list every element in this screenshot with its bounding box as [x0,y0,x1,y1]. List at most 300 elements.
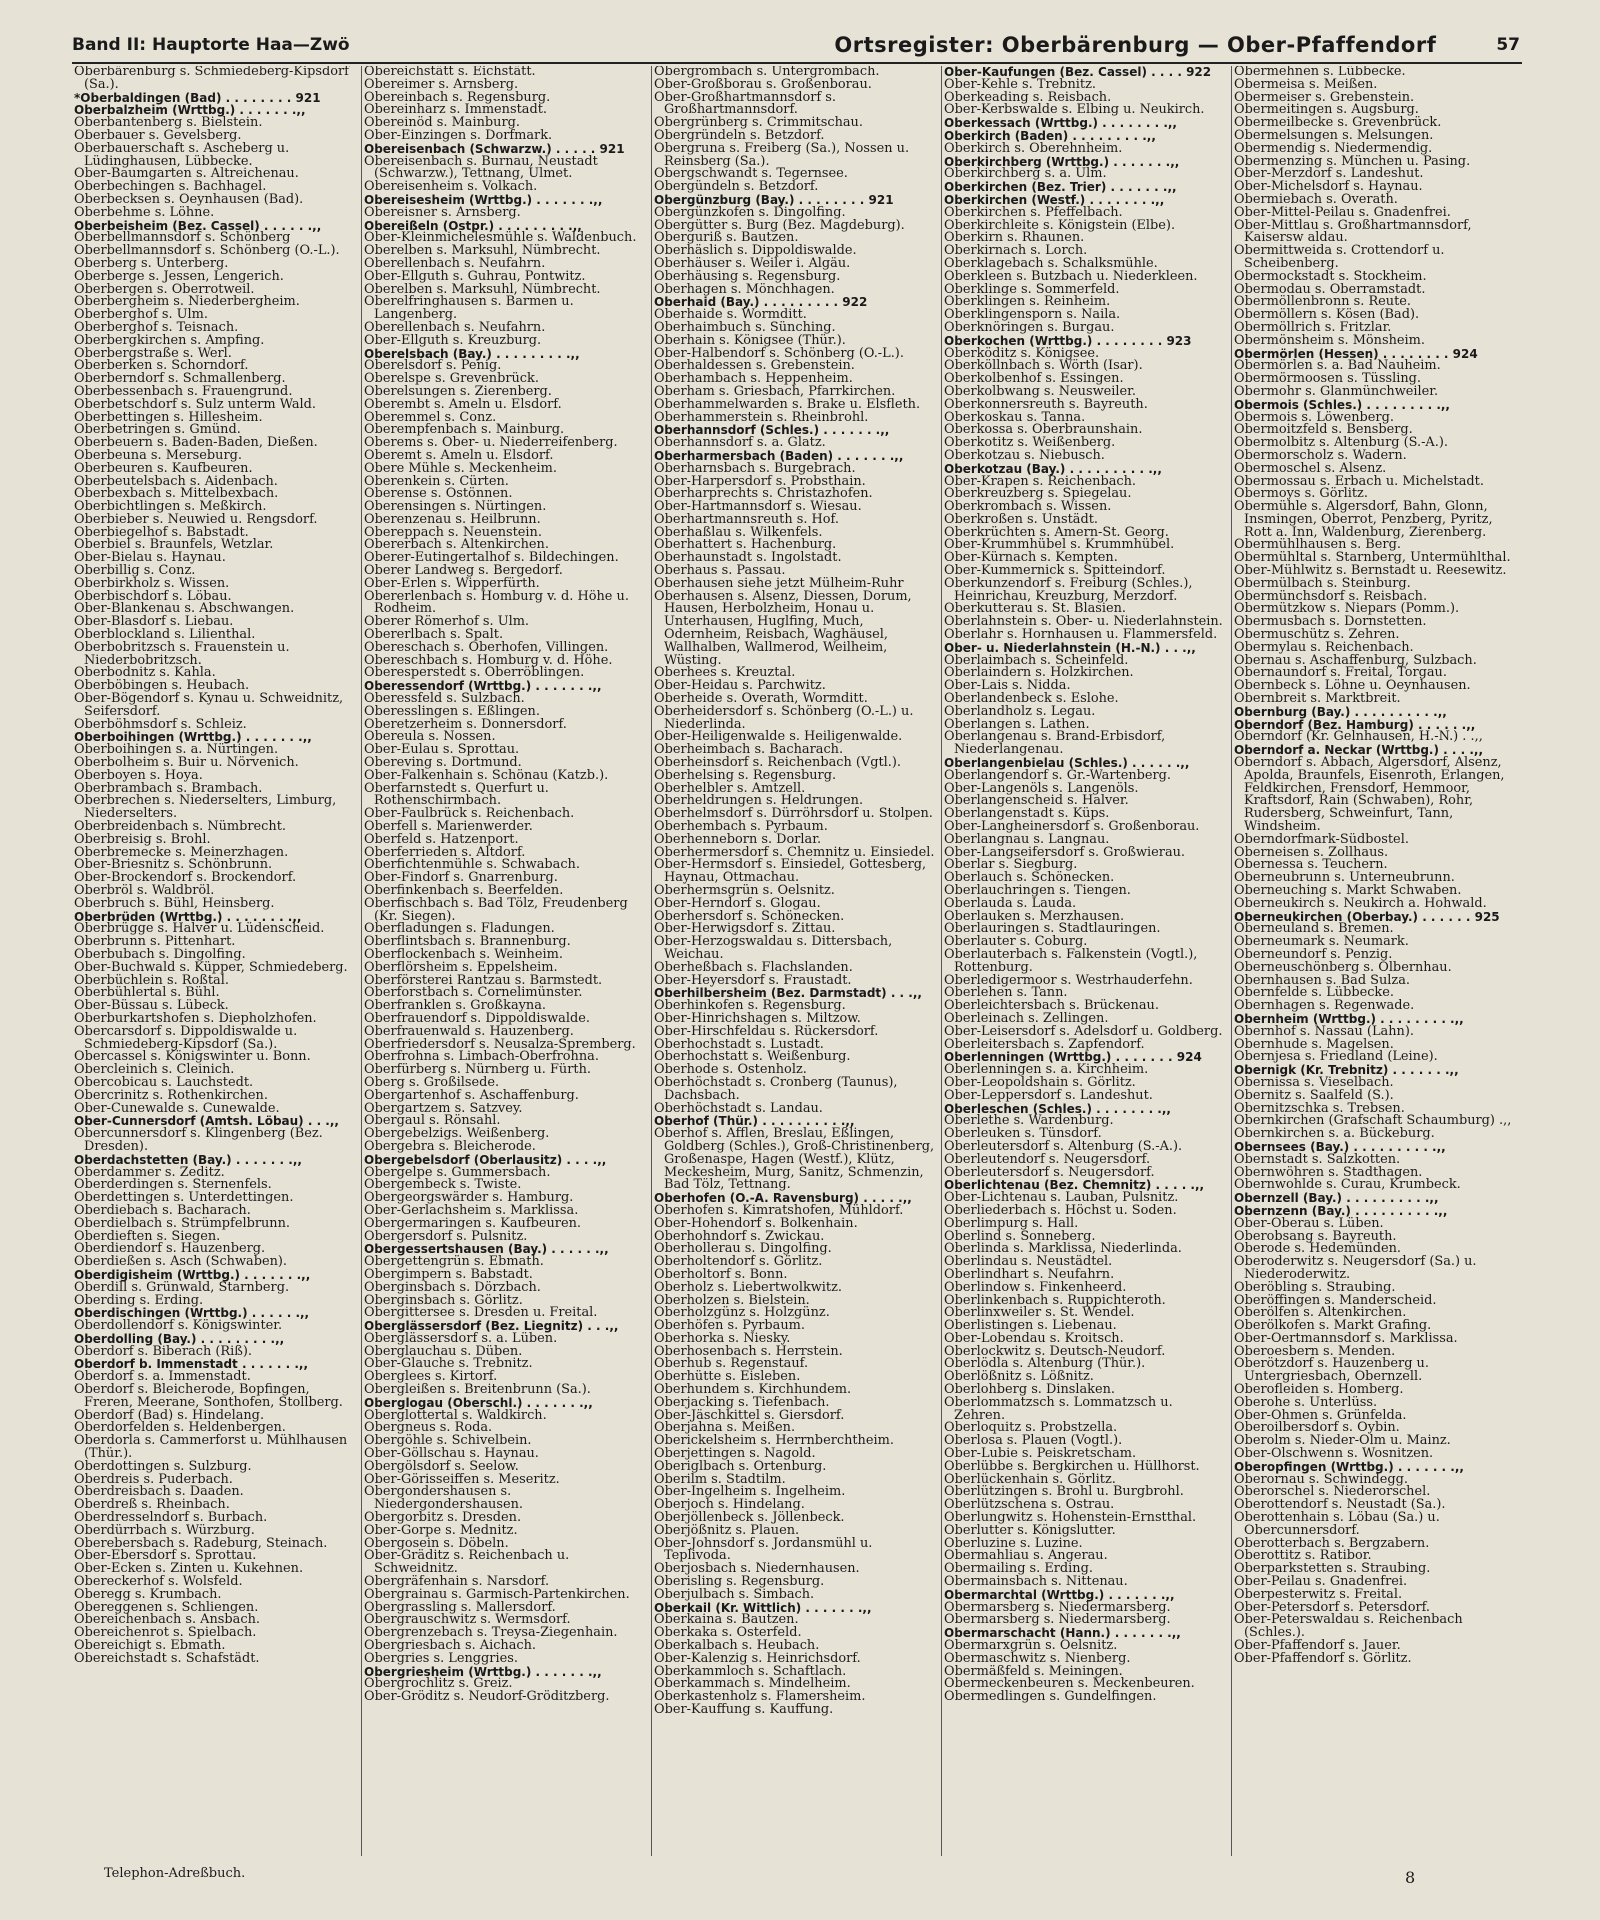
index-entry: Obernkirchen s. a. Bückeburg. [1234,1126,1435,1142]
index-entry: Ober-Ellguth s. Guhrau, Pontwitz. [364,268,586,284]
volume-label: Band II: Hauptorte Haa—Zwö [72,35,350,55]
index-entry: Oberhöchstadt s. Cronberg (Taunus), Dachsbach. [654,1074,898,1103]
index-entry: Obergessertshausen (Bay.) . . . . . .,, [364,1242,609,1257]
index-entry: Obermylau s. Reichenbach. [1234,639,1414,655]
index-entry: Oberndorf a. Neckar (Wrttbg.) . . . .,, [1234,743,1484,758]
index-entry: Oberhosenbach s. Herrstein. [654,1343,843,1359]
index-entry: Oberneubrunn s. Unterneubrunn. [1234,870,1455,886]
index-entry: Oberdorf s. a. Immenstadt. [74,1369,251,1385]
index-entry: Oberginsbach s. Dörzbach. [364,1279,541,1295]
index-entry: Oberlauken s. Merzhausen. [944,908,1125,924]
index-entry: Oberelben s. Marksuhl, Nümbrecht. [364,281,601,297]
index-entry: Oberölkofen s. Markt Grafing. [1234,1318,1432,1334]
index-entry: Ober-Mittlau s. Großhartmannsdorf, Kaisersw aldau. [1234,217,1472,246]
index-entry: Ober-Kleinmichelesmühle s. Waldenbuch. [364,230,637,246]
index-entry: Oberforstbach s. Cornelimünster. [364,985,583,1001]
index-entry: Oberhees s. Kreuztal. [654,665,796,681]
index-entry: Oberbexbach s. Mittelbexbach. [74,486,279,502]
index-entry: Oberg s. Großilsede. [364,1074,500,1090]
index-entry: Oberornau s. Schwindegg. [1234,1471,1409,1487]
index-entry: Obermois (Schles.) . . . . . . . . .,, [1234,397,1450,412]
index-entry: Oberkail (Kr. Wittlich) . . . . . . .,, [654,1600,872,1615]
index-entry: Ober-Herndorf s. Glogau. [654,895,821,911]
index-entry: Oberhilbersheim (Bez. Darmstadt) . . .,, [654,986,922,1001]
index-entry: Obererlbach s. Spalt. [364,627,504,643]
index-entry: Oberbeisheim (Bez. Cassel) . . . . . .,, [74,218,322,233]
index-entry: Oberegg s. Krumbach. [74,1586,222,1602]
index-entry: Ober-Kalenzig s. Heinrichsdorf. [654,1650,861,1666]
index-entry: Obergölsdorf s. Seelow. [364,1458,519,1474]
index-entry: Oberohe s. Unterlüss. [1234,1394,1378,1410]
index-entry: Obergriesbach s. Aichach. [364,1638,537,1654]
index-entry: Oberdießen s. Asch (Schwaben). [74,1254,288,1270]
index-entry: Oberkirchleite s. Königstein (Elbe). [944,217,1176,233]
index-entry: Ober-Göllschau s. Haynau. [364,1446,539,1462]
index-entry: Obermützkow s. Niepars (Pomm.). [1234,601,1460,617]
index-entry: Oberlohberg s. Dinslaken. [944,1382,1116,1398]
index-entry: Oberhof s. Afflen, Breslau, Eßlingen, Goldberg (Schles.), Groß-Christinenberg, Großenaspe, Hagen (Westf.), Klütz, Meckesheim, Murg, Sanitz, Schmenzin, Bad Tölz, Tettnang. [654,1126,935,1193]
index-entry: Oberbischdorf s. Löbau. [74,588,232,604]
index-entry: Oberhof (Thür.) . . . . . . . . . .,, [654,1114,855,1129]
index-entry: Oberlind s. Sonneberg. [944,1228,1096,1244]
index-entry: Ober-Krapen s. Reichenbach. [944,473,1136,489]
index-entry: Oberförsterei Rantzau s. Barmstedt. [364,972,603,988]
index-entry: Oberöbling s. Straubing. [1234,1279,1396,1295]
index-entry: Obergneus s. Roda. [364,1420,493,1436]
index-entry: Oberorschel s. Niederorschel. [1234,1484,1431,1500]
column-1 [72,66,362,1856]
index-entry: Oberelben s. Marksuhl, Nümbrecht. [364,243,601,259]
index-entry: Oberlichtenau (Bez. Chemnitz) . . . . .,, [944,1178,1205,1193]
index-entry: Oberessfeld s. Sulzbach. [364,691,525,707]
index-entry: Oberfeld s. Hatzenport. [364,831,519,847]
index-entry: Obermainsbach s. Nittenau. [944,1574,1128,1590]
index-entry: Oberkaina s. Bautzen. [654,1612,799,1628]
index-entry: Oberglässersdorf (Bez. Liegnitz) . . .,, [364,1319,619,1334]
index-entry: Obereichigt s. Ebmath. [74,1638,226,1654]
index-entry: Obermeitingen s. Augsburg. [1234,102,1419,118]
index-entry: Ober-Hermsdorf s. Einsiedel, Gottesberg, Haynau, Ottmachau. [654,857,927,886]
index-entry: Oberboyen s. Hoya. [74,767,203,783]
index-entry: Oberholz s. Liebertwolkwitz. [654,1279,842,1295]
index-entry: Obercarsdorf s. Dippoldiswalde u. Schmiedeberg-Kipsdorf (Sa.). [74,1023,298,1052]
index-entry: Obergütter s. Burg (Bez. Magdeburg). [654,217,905,233]
index-entry: Obermülbach s. Steinburg. [1234,575,1411,591]
index-entry: Oberkotzau s. Niebusch. [944,447,1105,463]
index-entry: Ober-Heiligenwalde s. Heiligenwalde. [654,729,903,745]
index-entry: Obereinöd s. Mainburg. [364,115,520,131]
index-entry: Oberdorfelden s. Heldenbergen. [74,1420,286,1436]
index-entry: Oberhaide s. Wormditt. [654,307,807,323]
index-columns [72,66,1522,1856]
index-entry: Oberfrohna s. Limbach-Oberfrohna. [364,1049,599,1065]
index-entry: Obergebelzigs. Weißenberg. [364,1126,550,1142]
index-entry: Obernzell (Bay.) . . . . . . . . . .,, [1234,1191,1439,1206]
index-entry: Oberhambach s. Heppenheim. [654,371,853,387]
index-entry: Obermockstadt s. Stockheim. [1234,268,1427,284]
index-entry: Obernhude s. Magelsen. [1234,1036,1394,1052]
index-entry: Oberneumark s. Neumark. [1234,934,1409,950]
index-entry: Oberfell s. Marienwerder. [364,819,533,835]
index-entry: Oberottenhain s. Löbau (Sa.) u. Obercunnersdorf. [1234,1510,1440,1538]
index-entry: Ober-Kürnach s. Kempten. [944,550,1118,566]
index-entry: Ober-Olschwenn s. Wosnitzen. [1234,1446,1434,1462]
index-entry: Obereinharz s. Immenstadt. [364,102,547,118]
index-entry: Oberhaßlau s. Wilkenfels. [654,524,823,540]
index-entry: Oberlenningen s. a. Kirchheim. [944,1062,1149,1078]
index-entry: Oberheldrungen s. Heldrungen. [654,793,864,809]
index-entry: Obergräfenhain s. Narsdorf. [364,1574,550,1590]
index-entry: Oberhelmsdorf s. Dürröhrsdorf u. Stolpen. [654,806,933,822]
index-entry: Oberbremecke s. Meinerzhagen. [74,844,289,860]
index-entry: Obermeisa s. Meißen. [1234,76,1378,92]
index-entry: Oberbettingen s. Hillesheim. [74,409,263,425]
column-5 [1232,66,1522,1856]
index-entry: Obergrauschwitz s. Wermsdorf. [364,1612,571,1628]
index-entry: Oberholzgünz s. Holzgünz. [654,1305,830,1321]
index-entry: Oberflockenbach s. Weinheim. [364,946,563,962]
index-entry: Oberbieber s. Neuwied u. Rengsdorf. [74,511,318,527]
index-entry: Oberdigisheim (Wrttbg.) . . . . . . .,, [74,1267,311,1282]
index-entry: Obergembeck s. Twiste. [364,1177,522,1193]
index-entry: Oberesslingen s. Eßlingen. [364,703,540,719]
index-entry: Oberhöfen s. Pyrbaum. [654,1318,805,1334]
index-entry: Oberbetschdorf s. Sulz unterm Wald. [74,396,316,412]
index-entry: Obergondershausen s. Niedergondershausen. [364,1484,523,1513]
index-entry: Obermehnen s. Lübbecke. [1234,66,1406,79]
index-entry: Oberemt s. Ameln u. Elsdorf. [364,447,554,463]
index-entry: Oberlößnitz s. Lößnitz. [944,1369,1094,1385]
index-entry: Oberdill s. Grünwald, Starnberg. [74,1279,290,1295]
index-entry: Obermöllern s. Kösen (Bad). [1234,307,1420,323]
index-entry: Obermaschwitz s. Nienberg. [944,1650,1131,1666]
index-entry: Ober-Heidau s. Parchwitz. [654,678,826,694]
index-entry: Oberderdingen s. Sternenfels. [74,1177,272,1193]
index-entry: Oberlindau s. Neustädtel. [944,1254,1113,1270]
index-entry: Oberhofen s. Kimratshofen, Mühldorf. [654,1202,904,1218]
index-entry: Oberfischbach s. Bad Tölz, Freudenberg (Kr. Siegen). [364,895,628,924]
index-entry: Obermarchtal (Wrttbg.) . . . . . . .,, [944,1587,1175,1602]
index-entry: Oberhaus s. Passau. [654,563,786,579]
index-entry: Oberlungwitz s. Hohenstein-Ernstthal. [944,1510,1197,1526]
index-entry: Obereisner s. Arnsberg. [364,204,521,220]
index-entry: Oberfürberg s. Nürnberg u. Fürth. [364,1062,591,1078]
index-entry: Oberdorf s. Biberach (Riß). [74,1343,253,1359]
index-entry: Oberheimbach s. Bacharach. [654,742,844,758]
index-entry: Obererlenbach s. Homburg v. d. Höhe u. Rodheim. [364,588,629,617]
index-entry: Oberempfenbach s. Mainburg. [364,422,565,438]
index-entry: Ober-Langenöls s. Langenöls. [944,780,1139,796]
index-entry: Oberferrieden s. Altdorf. [364,844,526,860]
index-entry: Oberklinge s. Sommerfeld. [944,281,1120,297]
index-entry: Obermusbach s. Dornstetten. [1234,614,1427,630]
index-entry: Oberberge s. Jessen, Lengerich. [74,268,284,284]
index-entry: Obergschwandt s. Tegernsee. [654,166,848,182]
index-entry: Obermarxgrün s. Oelsnitz. [944,1638,1118,1654]
index-entry: Oberkolbenhof s. Essingen. [944,371,1124,387]
index-entry: Obergimpern s. Babstadt. [364,1266,533,1282]
index-entry: Ober-Falkenhain s. Schönau (Katzb.). [364,767,609,783]
index-entry: Ober-Gorpe s. Mednitz. [364,1522,518,1538]
index-entry: Obernsees (Bay.) . . . . . . . . . .,, [1234,1139,1446,1154]
index-entry: Oberbeutelsbach s. Aidenbach. [74,473,278,489]
index-entry: Oberhäuser s. Weiler i. Algäu. [654,255,851,271]
index-entry: Oberhermersdorf s. Chemnitz u. Einsiedel. [654,844,935,860]
index-entry: Ober-Peilau s. Gnadenfrei. [1234,1574,1408,1590]
index-entry: Obermeckenbeuren s. Meckenbeuren. [944,1676,1195,1692]
index-entry: Oberdiebach s. Bacharach. [74,1202,251,1218]
index-entry: Oberlinda s. Marklissa, Niederlinda. [944,1241,1182,1257]
index-entry: Oberbergstraße s. Werl. [74,345,232,361]
index-entry: Oberlauringen s. Stadtlauringen. [944,921,1161,937]
index-entry: Oberhembach s. Pyrbaum. [654,819,828,835]
index-entry: Oberhenneborn s. Dorlar. [654,831,822,847]
index-entry: Obereggenen s. Schliengen. [74,1599,259,1615]
index-entry: Oberkunzendorf s. Freiburg (Schles.), Heinrichau, Kreuzburg, Merzdorf. [944,575,1193,604]
index-entry: Oberkastenholz s. Flamersheim. [654,1689,866,1705]
index-entry: Oberlinkenbach s. Ruppichteroth. [944,1292,1166,1308]
index-entry: Oberbrechen s. Niederselters, Limburg, Niederselters. [74,793,337,822]
index-entry: Oberlödla s. Altenburg (Thür.). [944,1356,1146,1372]
index-entry: Ober-Glauche s. Trebnitz. [364,1356,533,1372]
index-entry: Ober-Lais s. Nidda. [944,678,1071,694]
index-entry: Obernfelde s. Lübbecke. [1234,985,1394,1001]
index-entry: Obernhagen s. Regenwade. [1234,998,1415,1014]
index-entry: Ober-Mittel-Peilau s. Gnadenfrei. [1234,204,1451,220]
index-entry: Obereißeln (Ostpr.) . . . . . . . . .,, [364,218,582,233]
index-entry: Obermarsberg s. Niedermarsberg. [944,1599,1171,1615]
index-entry: Oberbillig s. Conz. [74,563,196,579]
index-entry: Oberndorf (Kr. Gelnhausen, H.-N.) . .,, [1234,729,1483,745]
index-entry: Oberknöringen s. Burgau. [944,319,1115,335]
index-entry: Oberlistingen s. Liebenau. [944,1318,1117,1334]
index-entry: Oberottitz s. Ratibor. [1234,1548,1372,1564]
index-entry: Oberleutersdorf s. Altenburg (S.-A.). [944,1138,1183,1154]
index-entry: Obermiebach s. Overath. [1234,191,1398,207]
index-entry: Oberloquitz s. Probstzella. [944,1420,1118,1436]
index-entry: Ober-Merzdorf s. Landeshut. [1234,166,1424,182]
index-entry: Oberlindhart s. Neufahrn. [944,1266,1115,1282]
index-entry: Ober-Bögendorf s. Kynau u. Schweidnitz, Seifersdorf. [74,691,344,719]
index-entry: Oberpesterwitz s. Freital. [1234,1586,1403,1602]
index-entry: Obereula s. Nossen. [364,729,496,745]
index-entry: Obermohr s. Glanmünchweiler. [1234,383,1439,399]
index-entry: Oberkonnersreuth s. Bayreuth. [944,396,1148,412]
index-entry: Oberdollendorf s. Königswinter. [74,1318,283,1334]
index-entry: Ober-Lichtenau s. Lauban, Pulsnitz. [944,1190,1179,1206]
page-title: Ortsregister: Oberbärenburg — Ober-Pfaffendorf [834,33,1437,57]
index-entry: Oberfranklen s. Großkayna. [364,998,546,1014]
index-entry: Oberhain s. Königsee (Thür.). [654,332,846,348]
index-entry: Oberlethe s. Wardenburg. [944,1113,1114,1129]
header-rule [72,62,1522,64]
index-entry: Obermörlen (Hessen) . . . . . . . . 924 [1234,346,1478,361]
index-entry: Oberhammerstein s. Rheinbrohl. [654,409,869,425]
index-entry: Obergosein s. Döbeln. [364,1535,509,1551]
index-entry: Oberensingen s. Nürtingen. [364,499,547,515]
index-entry: Oberlandholz s. Legau. [944,703,1096,719]
index-entry: Obereisenheim s. Volkach. [364,179,538,195]
index-entry: Obereichstadt s. Schafstädt. [74,1650,260,1666]
index-entry: Oberfarnstedt s. Querfurt u. Rothenschirmbach. [364,780,549,809]
index-entry: Obergettengrün s. Ebmath. [364,1254,544,1270]
index-entry: Ober-Ohmen s. Grünfelda. [1234,1407,1407,1423]
index-entry: Obercleinich s. Cleinich. [74,1062,235,1078]
index-entry: Oberölfen s. Altenkirchen. [1234,1305,1407,1321]
index-entry: Oberleitersbach s. Zapfendorf. [944,1036,1145,1052]
index-entry: Oberdammer s. Zeditz. [74,1164,225,1180]
index-entry: Oberlauterbach s. Falkenstein (Vogtl.), Rottenburg. [944,946,1198,975]
index-entry: Obermedlingen s. Gundelfingen. [944,1689,1157,1705]
index-entry: Obergartenhof s. Aschaffenburg. [364,1087,579,1103]
index-entry: Oberneisen s. Zollhaus. [1234,844,1389,860]
index-entry: Oberhaid (Bay.) . . . . . . . . . 922 [654,295,868,310]
index-entry: Oberlangendorf s. Gr.-Wartenberg. [944,767,1172,783]
index-entry: Ober-Faulbrück s. Reichenbach. [364,806,575,822]
index-entry: Ober-Kummernick s. Spitteindorf. [944,563,1166,579]
index-entry: Obermendig s. Niedermendig. [1234,140,1433,156]
index-entry: Oberbalzheim (Wrttbg.) . . . . . . .,, [74,103,306,118]
index-entry: Oberfrauenwald s. Hauzenberg. [364,1023,574,1039]
index-entry: Oberneukirch s. Neukirch a. Hohwald. [1234,895,1487,911]
index-entry: Oberessendorf (Wrttbg.) . . . . . . .,, [364,679,602,694]
index-entry: Obernbreit s. Marktbreit. [1234,691,1401,707]
index-entry: Oberguriß s. Bautzen. [654,230,799,246]
index-entry: Oberbauer s. Gevelsberg. [74,127,242,143]
index-entry: Obermenzing s. München u. Pasing. [1234,153,1471,169]
index-entry: Ober-Pfaffendorf s. Görlitz. [1234,1650,1412,1666]
index-entry: Oberöffingen s. Manderscheid. [1234,1292,1437,1308]
index-entry: Oberböhmsdorf s. Schleiz. [74,716,247,732]
index-entry: Oberdorf b. Immenstadt . . . . . . .,, [74,1357,309,1372]
index-entry: Ober-Langheinersdorf s. Großenborau. [944,819,1200,835]
index-entry: Obergaul s. Rönsahl. [364,1113,501,1129]
index-entry: Ober-Hartmannsdorf s. Wiesau. [654,499,862,515]
index-entry: Oberkotzau (Bay.) . . . . . . . . . .,, [944,461,1162,476]
index-entry: Oberbergheim s. Niederbergheim. [74,294,300,310]
index-entry: Ober-Baumgarten s. Altreichenau. [74,166,299,182]
index-entry: Oberkalbach s. Heubach. [654,1638,820,1654]
index-entry: Obermorscholz s. Wadern. [1234,447,1407,463]
index-entry: Oberjahna s. Meißen. [654,1420,796,1436]
index-entry: Ober-Kauffung s. Kauffung. [654,1702,834,1717]
index-entry: Obergrassling s. Mallersdorf. [364,1599,556,1615]
index-entry: Obermöllenbronn s. Reute. [1234,294,1412,310]
index-entry: Oberkossa s. Oberbraunshain. [944,422,1143,438]
index-entry: Oberluzine s. Luzine. [944,1535,1083,1551]
index-entry: Ober-Görisseiffen s. Meseritz. [364,1471,560,1487]
index-entry: Oberlangenau s. Brand-Erbisdorf, Niederlangenau. [944,729,1166,758]
index-entry: Ober-Einzingen s. Dorfmark. [364,127,553,143]
index-entry: Oberkirchberg s. a. Ulm. [944,166,1107,182]
index-entry: Oberkreuzberg s. Spiegelau. [944,486,1132,502]
index-entry: Obernessa s. Teuchern. [1234,857,1388,873]
index-entry: Obereinbach s. Regensburg. [364,89,551,105]
index-entry: Ober-Jäschkittel s. Giersdorf. [654,1407,845,1423]
index-entry: Oberbetringen s. Gmünd. [74,422,241,438]
index-entry: Oberndorf (Bez. Hamburg) . . . . . .,, [1234,717,1476,732]
index-entry: Oberleuken s. Tünsdorf. [944,1126,1102,1142]
index-entry: Ober-Hirschfeldau s. Rückersdorf. [654,1023,879,1039]
index-entry: Obergersdorf s. Pulsnitz. [364,1228,528,1244]
index-entry: Oberhütte s. Eisleben. [654,1369,801,1385]
index-entry: Ober-Langseifersdorf s. Großwierau. [944,844,1186,860]
index-entry: Obereichstätt s. Eichstätt. [364,66,536,79]
index-entry: Oberiglbach s. Ortenburg. [654,1458,827,1474]
index-entry: Obergartzem s. Satzvey. [364,1100,523,1116]
index-entry: Oberparkstetten s. Straubing. [1234,1561,1431,1577]
index-entry: Oberdreis s. Puderbach. [74,1471,233,1487]
index-entry: Oberhaimbuch s. Sünching. [654,319,836,335]
index-entry: Ober-Gerlachsheim s. Marklissa. [364,1202,579,1218]
index-entry: Ober-Oberau s. Lüben. [1234,1215,1384,1231]
index-entry: Ober-Krummhübel s. Krummhübel. [944,537,1175,553]
index-entry: Oberledigermoor s. Westrhauderfehn. [944,972,1193,988]
index-entry: Oberelspe s. Grevenbrück. [364,371,539,387]
index-entry: Oberofleiden s. Homberg. [1234,1382,1404,1398]
index-entry: Oberklingen s. Reinheim. [944,294,1111,310]
index-entry: Obermäßfeld s. Meiningen. [944,1663,1123,1679]
index-entry: Obernigk (Kr. Trebnitz) . . . . . . .,, [1234,1063,1459,1078]
index-entry: Oberbüchlein s. Roßtal. [74,972,229,988]
index-entry: Obernhof s. Nassau (Lahn). [1234,1023,1414,1039]
index-entry: Obereisenbach (Schwarzw.) . . . . . 921 [364,141,625,156]
index-entry: Oberlar s. Siegburg. [944,857,1078,873]
index-entry: Ober-Hinrichshagen s. Miltzow. [654,1010,861,1026]
index-entry: Obergelpe s. Gummersbach. [364,1164,551,1180]
index-entry: Oberer Landweg s. Bergedorf. [364,563,563,579]
index-entry: Oberbergen s. Oberrotweil. [74,281,255,297]
index-entry: Ober-Bielau s. Haynau. [74,550,226,566]
index-entry: Obermois s. Löwenberg. [1234,409,1394,425]
index-entry: Oberleichtersbach s. Brückenau. [944,998,1159,1014]
index-entry: Ober-Gröditz s. Neudorf-Gröditzberg. [364,1689,610,1705]
index-entry: Oberflintsbach s. Brannenburg. [364,934,571,950]
index-entry: Oberhofen (O.-A. Ravensburg) . . . . .,, [654,1191,912,1206]
index-entry: Oberhaldessen s. Grebenstein. [654,358,855,374]
index-entry: Obereckerhof s. Wolsfeld. [74,1574,243,1590]
index-entry: Oberfriedersdorf s. Neusalza-Spremberg. [364,1036,636,1052]
index-entry: Obereisesheim (Wrttbg.) . . . . . . .,, [364,192,603,207]
index-entry: Oberjöllenbeck s. Jöllenbeck. [654,1510,845,1526]
index-entry: Oberkirchen (Bez. Trier) . . . . . . .,, [944,180,1177,195]
index-entry: Oberdiendorf s. Hauzenberg. [74,1241,266,1257]
index-entry: Oberglauchau s. Düben. [364,1343,523,1359]
index-entry: Oberhinkofen s. Regensburg. [654,998,846,1014]
index-entry: Obernbeck s. Löhne u. Oeynhausen. [1234,678,1471,694]
index-entry: Oberglees s. Kirtorf. [364,1369,498,1385]
index-entry: Ober-Buchwald s. Küpper, Schmiedeberg. [74,959,348,975]
index-entry: Oberkrüchten s. Amern-St. Georg. [944,524,1169,540]
index-entry: Oberköllnbach s. Wörth (Isar). [944,358,1143,374]
index-entry: Oberlosa s. Plauen (Vogtl.). [944,1433,1123,1449]
index-entry: Oberheide s. Overath, Wormditt. [654,691,868,707]
index-entry: Oberesperstedt s. Oberröblingen. [364,665,585,681]
index-entry: Oberleinach s. Zellingen. [944,1010,1109,1026]
index-entry: Ober-Büssau s. Lübeck. [74,998,229,1014]
index-entry: Oberotterbach s. Bergzabern. [1234,1535,1430,1551]
index-entry: Ober-Oertmannsdorf s. Marklissa. [1234,1330,1458,1346]
index-entry: Oberlauda s. Lauda. [944,895,1077,911]
index-entry: Oberbirkholz s. Wissen. [74,575,230,591]
index-entry: Oberhattert s. Hachenburg. [654,537,837,553]
index-entry: Oberellenbach s. Neufahrn. [364,319,546,335]
index-entry: Oberkirchen s. Pfeffelbach. [944,204,1123,220]
index-entry: Oberhermsgrün s. Oelsnitz. [654,883,835,898]
index-entry: Obernitz s. Saalfeld (S.). [1234,1087,1394,1103]
index-entry: Oberjacking s. Tiefenbach. [654,1394,830,1410]
index-entry: Oberbiegelhof s. Babstadt. [74,524,249,540]
